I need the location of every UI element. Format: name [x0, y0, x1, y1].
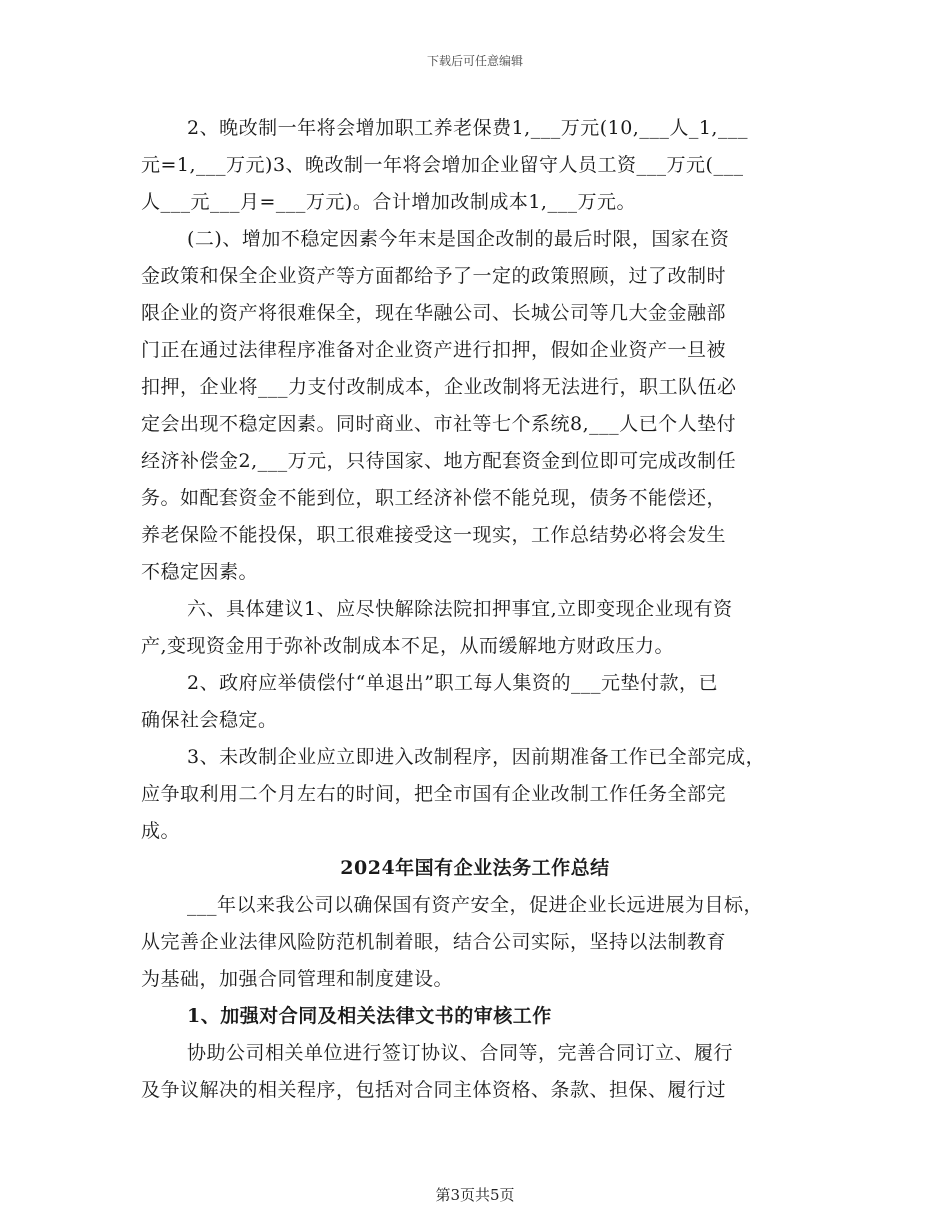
paragraph-line: 元=1,___万元)3、晚改制一年将会增加企业留守人员工资___万元(___	[141, 154, 744, 176]
paragraph-line: 3、未改制企业应立即进入改制程序，因前期准备工作已全部完成，	[187, 746, 766, 768]
paragraph-line: 定会出现不稳定因素。同时商业、市社等七个系统8,___人已个人垫付	[141, 413, 737, 435]
paragraph-line: 成。	[141, 820, 181, 842]
paragraph-line: 金政策和保全企业资产等方面都给予了一定的政策照顾，过了改制时	[141, 265, 727, 287]
paragraph-line: 应争取利用二个月左右的时间，把全市国有企业改制工作任务全部完	[141, 783, 727, 805]
paragraph-line: 门正在通过法律程序准备对企业资产进行扣押，假如企业资产一旦被	[141, 339, 727, 361]
paragraph-line: 从完善企业法律风险防范机制着眼，结合公司实际，坚持以法制教育	[141, 931, 727, 953]
paragraph-line: 六、具体建议1、应尽快解除法院扣押事宜,立即变现企业现有资	[187, 598, 733, 620]
paragraph-line: ___年以来我公司以确保国有资产安全，促进企业长远进展为目标，	[187, 894, 764, 916]
paragraph-line: 为基础，加强合同管理和制度建设。	[141, 968, 454, 990]
paragraph-line: 确保社会稳定。	[141, 709, 278, 731]
paragraph-line: 人___元___月=___万元)。合计增加改制成本1,___万元。	[141, 191, 636, 213]
paragraph-line: 扣押，企业将___力支付改制成本，企业改制将无法进行，职工队伍必	[141, 376, 737, 398]
page-header: 下载后可任意编辑	[426, 54, 523, 68]
paragraph-line: 协助公司相关单位进行签订协议、合同等，完善合同订立、履行	[187, 1042, 734, 1064]
paragraph-line: 养老保险不能投保，职工很难接受这一现实，工作总结势必将会发生	[141, 524, 727, 546]
paragraph-line: 2、晚改制一年将会增加职工养老保费1,___万元(10,___人_1,___	[187, 117, 748, 139]
paragraph-line: 2、政府应举债偿付“单退出”职工每人集资的___元垫付款，已	[187, 672, 719, 694]
paragraph-line: (二)、增加不稳定因素今年末是国企改制的最后时限，国家在资	[187, 228, 730, 250]
paragraph-line: 经济补偿金2,___万元，只待国家、地方配套资金到位即可完成改制任	[141, 450, 737, 472]
paragraph-line: 产,变现资金用于弥补改制成本不足，从而缓解地方财政压力。	[141, 635, 675, 657]
paragraph-line: 及争议解决的相关程序，包括对合同主体资格、条款、担保、履行过	[141, 1079, 727, 1101]
document-title: 2024年国有企业法务工作总结	[340, 857, 610, 879]
paragraph-line: 限企业的资产将很难保全，现在华融公司、长城公司等几大金金融部	[141, 302, 727, 324]
paragraph-line: 务。如配套资金不能到位，职工经济补偿不能兑现，债务不能偿还，	[141, 487, 727, 509]
paragraph-line: 不稳定因素。	[141, 561, 259, 583]
page-footer: 第3页共5页	[435, 1186, 515, 1204]
section-heading: 1、加强对合同及相关法律文书的审核工作	[187, 1005, 552, 1027]
